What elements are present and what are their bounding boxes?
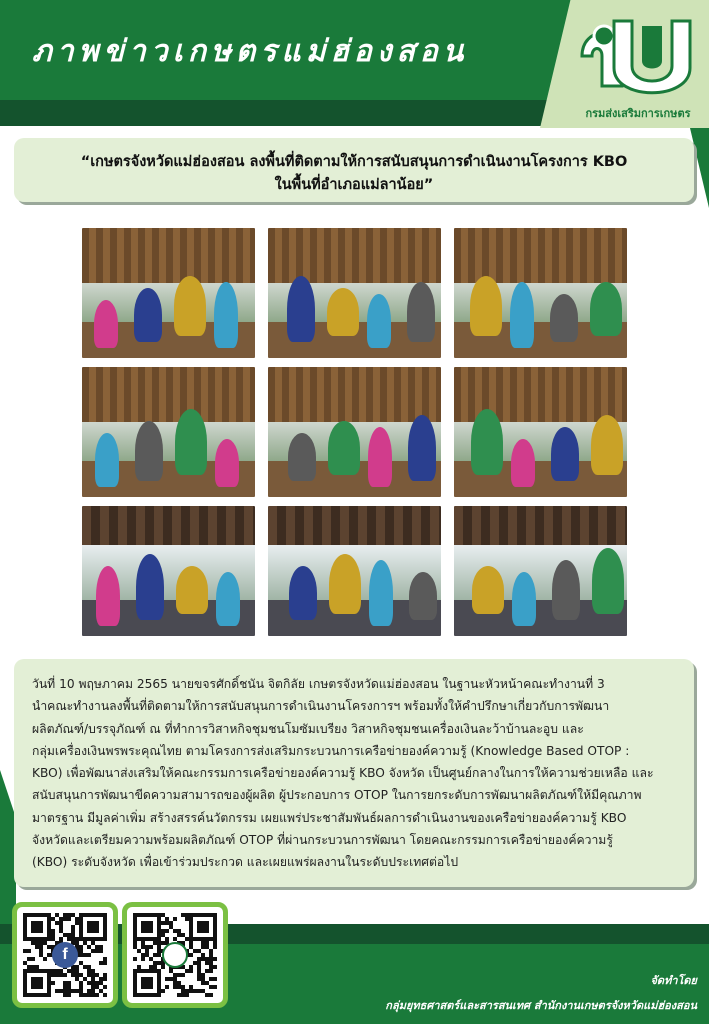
page-title: ภาพข่าวเกษตรแม่ฮ่องสอน	[32, 34, 469, 69]
news-photo	[82, 228, 255, 358]
body-line: ผลิตภัณฑ์/บรรจุภัณฑ์ ณ ที่ทำการวิสาหกิจชุมชนโมซัมเบรียง วิสาหกิจชุมชนเครื่องเงินละว้าบ้านละอูบ และ	[32, 721, 584, 736]
facebook-icon: f	[52, 942, 78, 968]
doae-logo-icon	[572, 6, 702, 96]
news-photo	[268, 506, 441, 636]
body-line: นำคณะทำงานลงพื้นที่ติดตามให้การสนับสนุนการดำเนินงานโครงการฯ พร้อมทั้งให้คำปรึกษาเกี่ยวกับการพัฒนา	[32, 699, 610, 714]
headline-line-2: ในพื้นที่อำเภอแม่ลาน้อย”	[274, 177, 434, 193]
qr-code-facebook[interactable]	[12, 902, 118, 1008]
logo-text: กรมส่งเสริมการเกษตร	[585, 107, 691, 120]
news-photo	[454, 367, 627, 497]
news-photo	[268, 367, 441, 497]
qr-code-doae[interactable]	[122, 902, 228, 1008]
body-line: วันที่ 10 พฤษภาคม 2565 นายขจรศักดิ์ชนัน จิตกิลัย เกษตรจังหวัดแม่ฮ่องสอน ในฐานะหัวหน้าคณะทำงานที่ 3	[32, 677, 605, 691]
headline-card	[14, 138, 694, 202]
news-photo	[454, 228, 627, 358]
body-line: กลุ่มเครื่องเงินพรพระคุณไทย ตามโครงการส่งเสริมกระบวนการเครือข่ายองค์ความรู้ (Knowledge Based OTOP :	[32, 743, 630, 758]
news-body-text	[32, 673, 676, 874]
news-photo	[268, 228, 441, 358]
doae-icon	[162, 942, 188, 968]
footer-organization: กลุ่มยุทธศาสตร์และสารสนเทศ สำนักงานเกษตรจังหวัดแม่ฮ่องสอน	[385, 999, 697, 1012]
news-photo	[82, 506, 255, 636]
body-line: (KBO) ระดับจังหวัด เพื่อเข้าร่วมประกวด และเผยแพร่ผลงานในระดับประเทศต่อไป	[32, 855, 459, 870]
news-photo	[82, 367, 255, 497]
footer-label: จัดทำโดย	[650, 974, 697, 987]
body-line: สนับสนุนการพัฒนาขีดความสามารถของผู้ผลิต ผู้ประกอบการ OTOP ในการยกระดับการพัฒนาผลิตภัณฑ์ให้มีคุณภาพ	[32, 788, 642, 803]
headline-line-1: “เกษตรจังหวัดแม่ฮ่องสอน ลงพื้นที่ติดตามให้การสนับสนุนการดำเนินงานโครงการ KBO	[80, 154, 628, 170]
body-line: จังหวัดและเตรียมความพร้อมผลิตภัณฑ์ OTOP ที่ผ่านกระบวนการพัฒนา โดยคณะกรรมการเครือข่ายองค์ความรู้	[32, 833, 613, 848]
news-body-card	[14, 659, 694, 887]
body-line: มาตรฐาน มีมูลค่าเพิ่ม สร้างสรรค์นวัตกรรม เผยแพร่ประชาสัมพันธ์ผลการดำเนินงานของเครือข่ายองค์ความรู้ KBO	[32, 810, 627, 825]
body-line: KBO) เพื่อพัฒนาส่งเสริมให้คณะกรรมการเครือข่ายองค์ความรู้ KBO จังหวัด เป็นศูนย์กลางในการให้ความช่วยเหลือ และ	[32, 766, 654, 781]
news-photo	[454, 506, 627, 636]
